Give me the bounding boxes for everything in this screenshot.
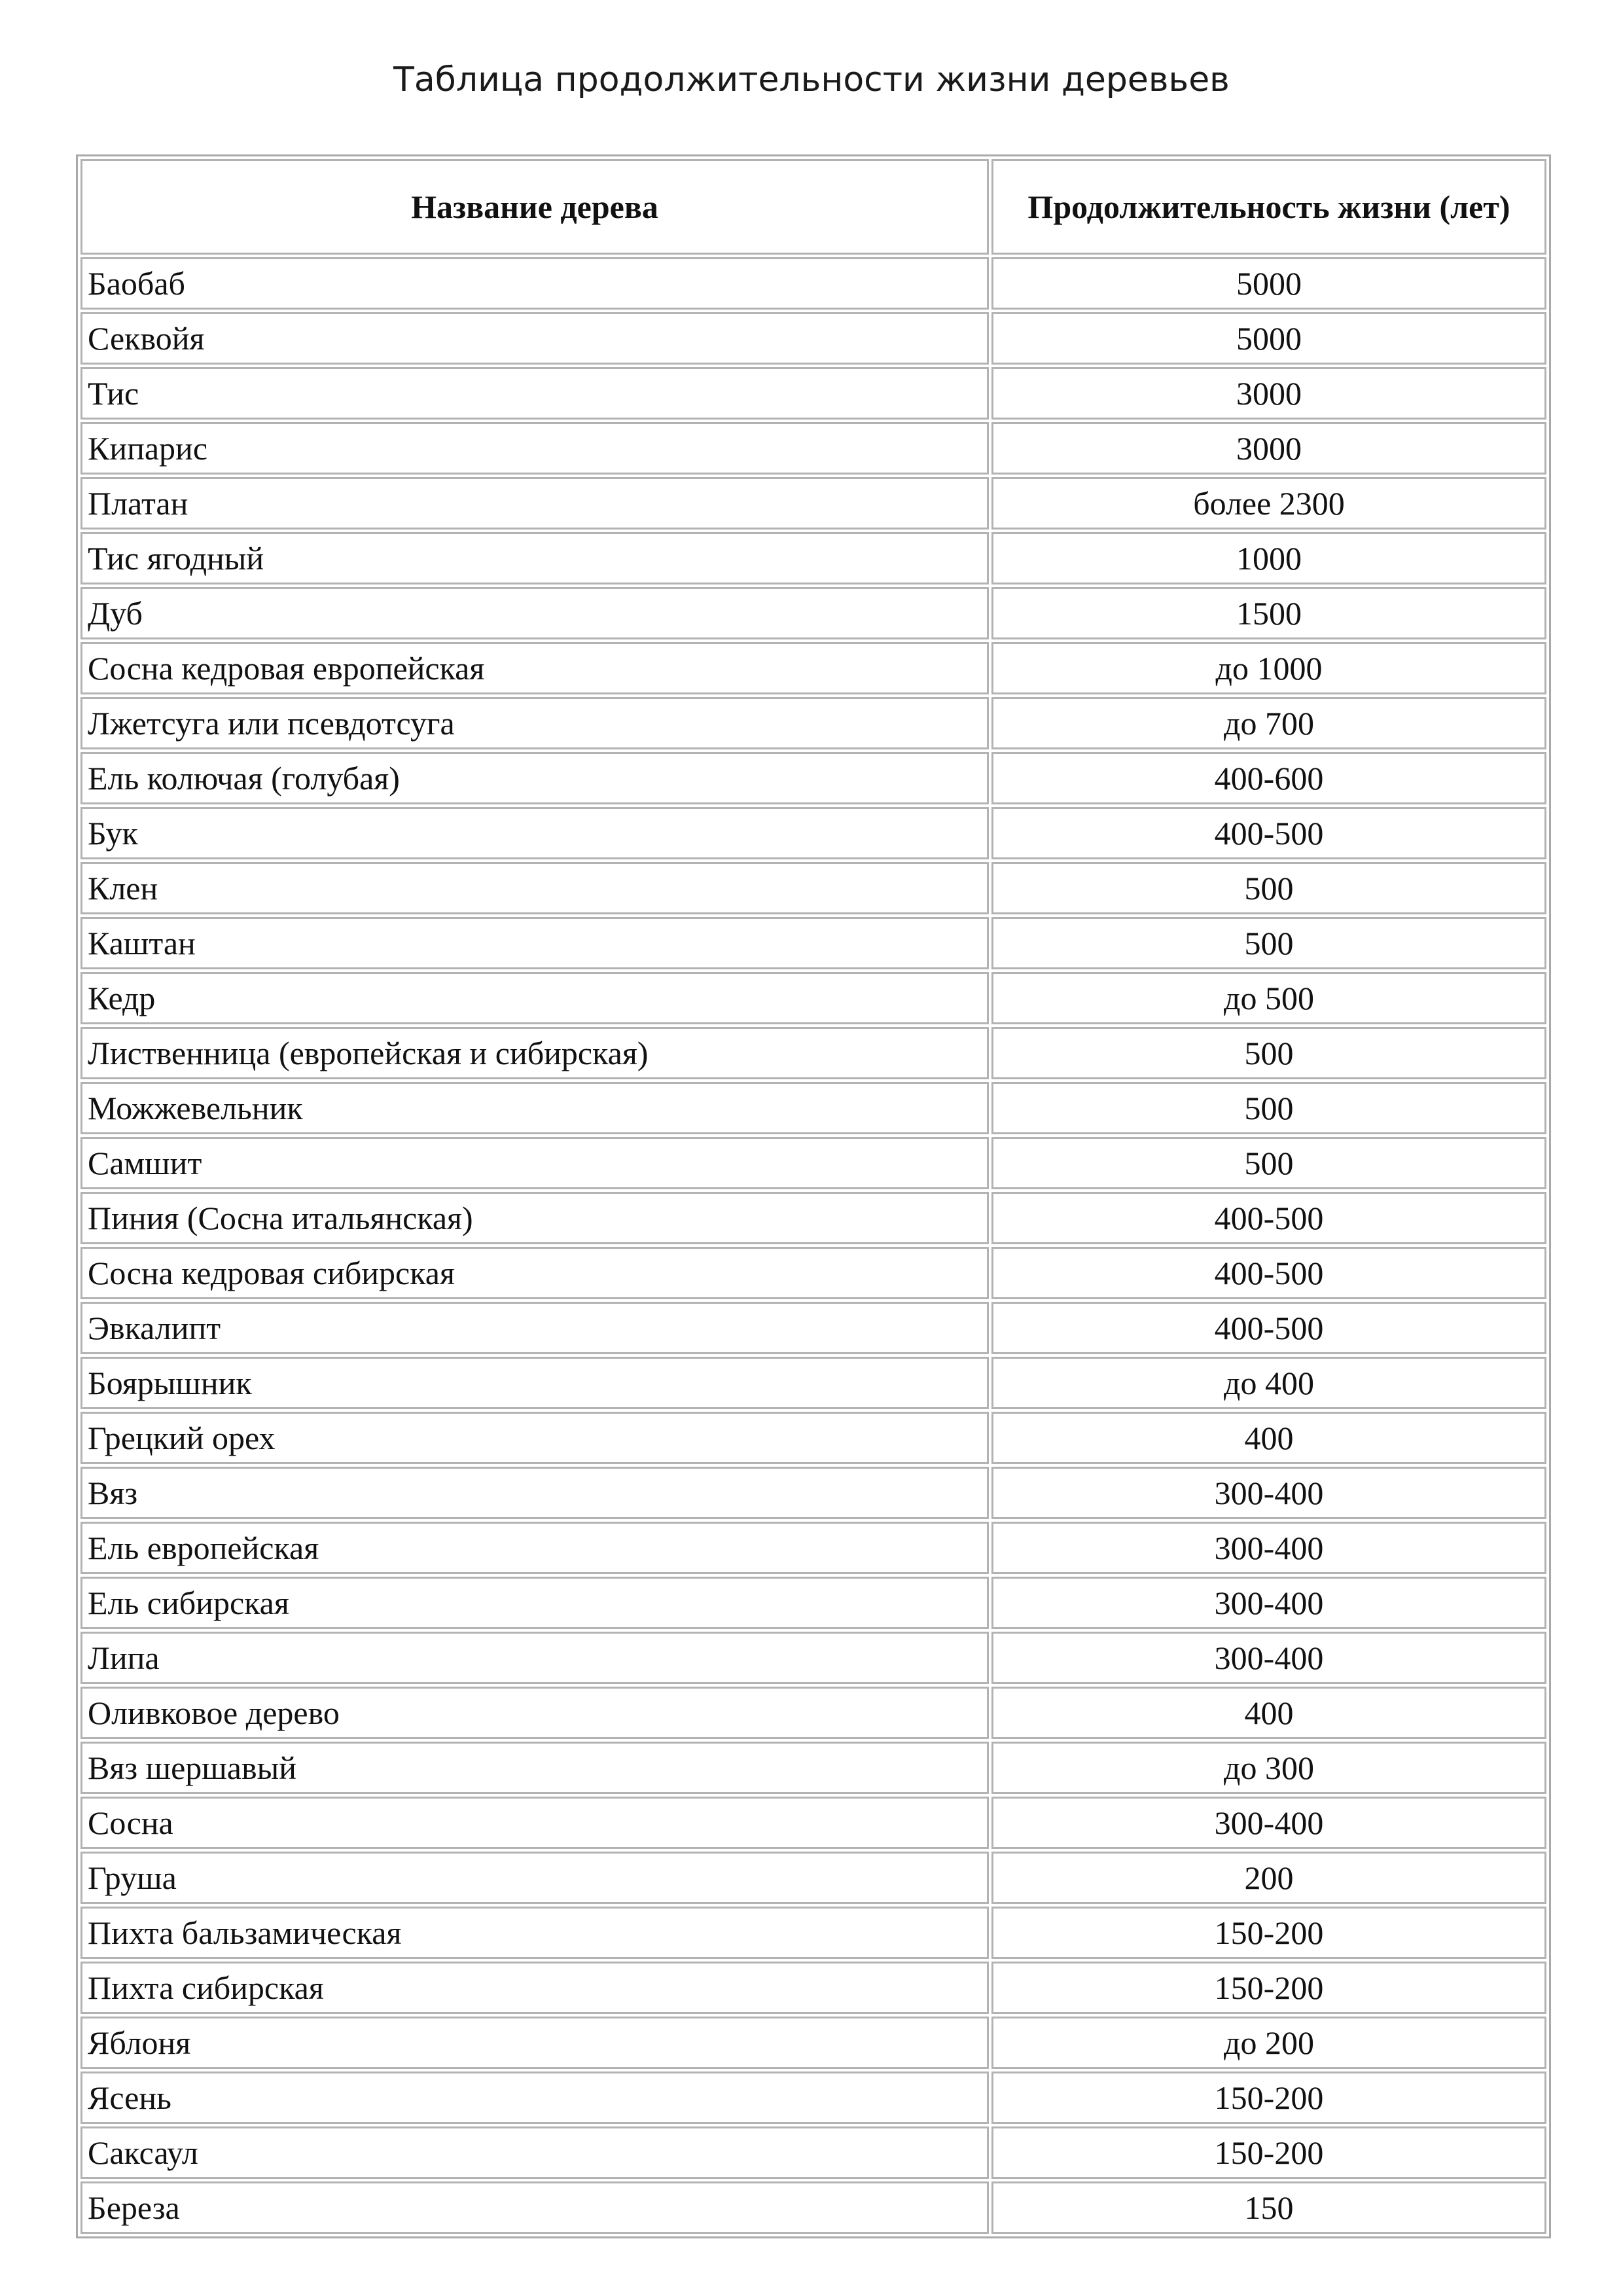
lifespan-cell: 400-500 <box>991 1302 1546 1354</box>
table-row <box>80 1577 1546 1629</box>
header-tree-name: Название дерева <box>80 159 989 255</box>
lifespan-cell: 400 <box>991 1687 1546 1739</box>
tree-name-cell: Бук <box>80 807 989 859</box>
tree-name-cell: Кипарис <box>80 422 989 475</box>
table-row <box>80 917 1546 969</box>
table-row <box>80 1247 1546 1299</box>
lifespan-cell: 150-200 <box>991 1962 1546 2014</box>
tree-name-cell: Груша <box>80 1852 989 1904</box>
tree-name-cell: Пиния (Сосна итальянская) <box>80 1192 989 1244</box>
lifespan-cell: до 200 <box>991 2017 1546 2069</box>
table-row <box>80 1907 1546 1959</box>
table-header-row <box>80 159 1546 255</box>
tree-name-cell: Клен <box>80 862 989 914</box>
table-row <box>80 2072 1546 2124</box>
table-row <box>80 257 1546 310</box>
table-row <box>80 587 1546 639</box>
tree-lifespan-table <box>76 154 1551 2238</box>
lifespan-cell: 400-500 <box>991 1247 1546 1299</box>
table-row <box>80 1412 1546 1464</box>
lifespan-cell: до 1000 <box>991 642 1546 694</box>
table-row <box>80 1797 1546 1849</box>
lifespan-cell: 400-600 <box>991 752 1546 804</box>
tree-name-cell: Каштан <box>80 917 989 969</box>
lifespan-cell: 3000 <box>991 422 1546 475</box>
lifespan-cell: до 500 <box>991 972 1546 1024</box>
lifespan-cell: 150-200 <box>991 1907 1546 1959</box>
tree-name-cell: Пихта бальзамическая <box>80 1907 989 1959</box>
tree-name-cell: Тис <box>80 367 989 420</box>
tree-name-cell: Ель колючая (голубая) <box>80 752 989 804</box>
table-row <box>80 477 1546 529</box>
tree-name-cell: Сосна <box>80 1797 989 1849</box>
table-row <box>80 1082 1546 1134</box>
lifespan-cell: 300-400 <box>991 1522 1546 1574</box>
tree-name-cell: Вяз <box>80 1467 989 1519</box>
table-row <box>80 2017 1546 2069</box>
lifespan-cell: 300-400 <box>991 1467 1546 1519</box>
table-body <box>80 257 1546 2234</box>
tree-name-cell: Секвойя <box>80 312 989 365</box>
table-row <box>80 1467 1546 1519</box>
lifespan-cell: 150-200 <box>991 2072 1546 2124</box>
tree-name-cell: Пихта сибирская <box>80 1962 989 2014</box>
lifespan-cell: 3000 <box>991 367 1546 420</box>
lifespan-cell: 500 <box>991 862 1546 914</box>
table-row <box>80 697 1546 749</box>
lifespan-cell: более 2300 <box>991 477 1546 529</box>
lifespan-cell: 150-200 <box>991 2126 1546 2179</box>
table-row <box>80 1357 1546 1409</box>
header-lifespan: Продолжительность жизни (лет) <box>991 159 1546 255</box>
table-row <box>80 1137 1546 1189</box>
tree-name-cell: Липа <box>80 1632 989 1684</box>
tree-name-cell: Грецкий орех <box>80 1412 989 1464</box>
table-row <box>80 367 1546 420</box>
page-title: Таблица продолжительности жизни деревьев <box>393 60 1230 99</box>
lifespan-cell: 500 <box>991 917 1546 969</box>
table-row <box>80 642 1546 694</box>
table-row <box>80 752 1546 804</box>
table-row <box>80 807 1546 859</box>
lifespan-cell: 5000 <box>991 257 1546 310</box>
table-row <box>80 2181 1546 2234</box>
tree-name-cell: Вяз шершавый <box>80 1742 989 1794</box>
lifespan-cell: 300-400 <box>991 1577 1546 1629</box>
table-row <box>80 1687 1546 1739</box>
table-row <box>80 1302 1546 1354</box>
tree-name-cell: Сосна кедровая европейская <box>80 642 989 694</box>
table-row <box>80 972 1546 1024</box>
tree-name-cell: Саксаул <box>80 2126 989 2179</box>
lifespan-cell: 300-400 <box>991 1797 1546 1849</box>
lifespan-cell: 400-500 <box>991 1192 1546 1244</box>
table-row <box>80 1192 1546 1244</box>
lifespan-cell: 5000 <box>991 312 1546 365</box>
table-row <box>80 1962 1546 2014</box>
lifespan-cell: 400 <box>991 1412 1546 1464</box>
tree-name-cell: Ясень <box>80 2072 989 2124</box>
tree-name-cell: Сосна кедровая сибирская <box>80 1247 989 1299</box>
lifespan-cell: до 300 <box>991 1742 1546 1794</box>
table-row <box>80 422 1546 475</box>
lifespan-cell: 400-500 <box>991 807 1546 859</box>
tree-name-cell: Лиственница (европейская и сибирская) <box>80 1027 989 1079</box>
table-row <box>80 312 1546 365</box>
lifespan-cell: 200 <box>991 1852 1546 1904</box>
tree-name-cell: Дуб <box>80 587 989 639</box>
tree-name-cell: Лжетсуга или псевдотсуга <box>80 697 989 749</box>
table-row <box>80 1522 1546 1574</box>
lifespan-cell: 300-400 <box>991 1632 1546 1684</box>
tree-name-cell: Эвкалипт <box>80 1302 989 1354</box>
lifespan-cell: до 700 <box>991 697 1546 749</box>
table-row <box>80 1632 1546 1684</box>
lifespan-cell: 150 <box>991 2181 1546 2234</box>
table-row <box>80 1742 1546 1794</box>
table-row <box>80 862 1546 914</box>
tree-name-cell: Платан <box>80 477 989 529</box>
tree-name-cell: Ель европейская <box>80 1522 989 1574</box>
tree-name-cell: Яблоня <box>80 2017 989 2069</box>
tree-name-cell: Можжевельник <box>80 1082 989 1134</box>
table-row <box>80 1027 1546 1079</box>
tree-name-cell: Оливковое дерево <box>80 1687 989 1739</box>
lifespan-cell: 500 <box>991 1027 1546 1079</box>
tree-name-cell: Береза <box>80 2181 989 2234</box>
tree-name-cell: Ель сибирская <box>80 1577 989 1629</box>
tree-name-cell: Тис ягодный <box>80 532 989 584</box>
tree-name-cell: Баобаб <box>80 257 989 310</box>
lifespan-cell: 1000 <box>991 532 1546 584</box>
lifespan-cell: 1500 <box>991 587 1546 639</box>
lifespan-cell: 500 <box>991 1137 1546 1189</box>
table-row <box>80 532 1546 584</box>
lifespan-cell: до 400 <box>991 1357 1546 1409</box>
table-row <box>80 1852 1546 1904</box>
table-row <box>80 2126 1546 2179</box>
tree-name-cell: Кедр <box>80 972 989 1024</box>
tree-name-cell: Боярышник <box>80 1357 989 1409</box>
lifespan-cell: 500 <box>991 1082 1546 1134</box>
tree-name-cell: Самшит <box>80 1137 989 1189</box>
